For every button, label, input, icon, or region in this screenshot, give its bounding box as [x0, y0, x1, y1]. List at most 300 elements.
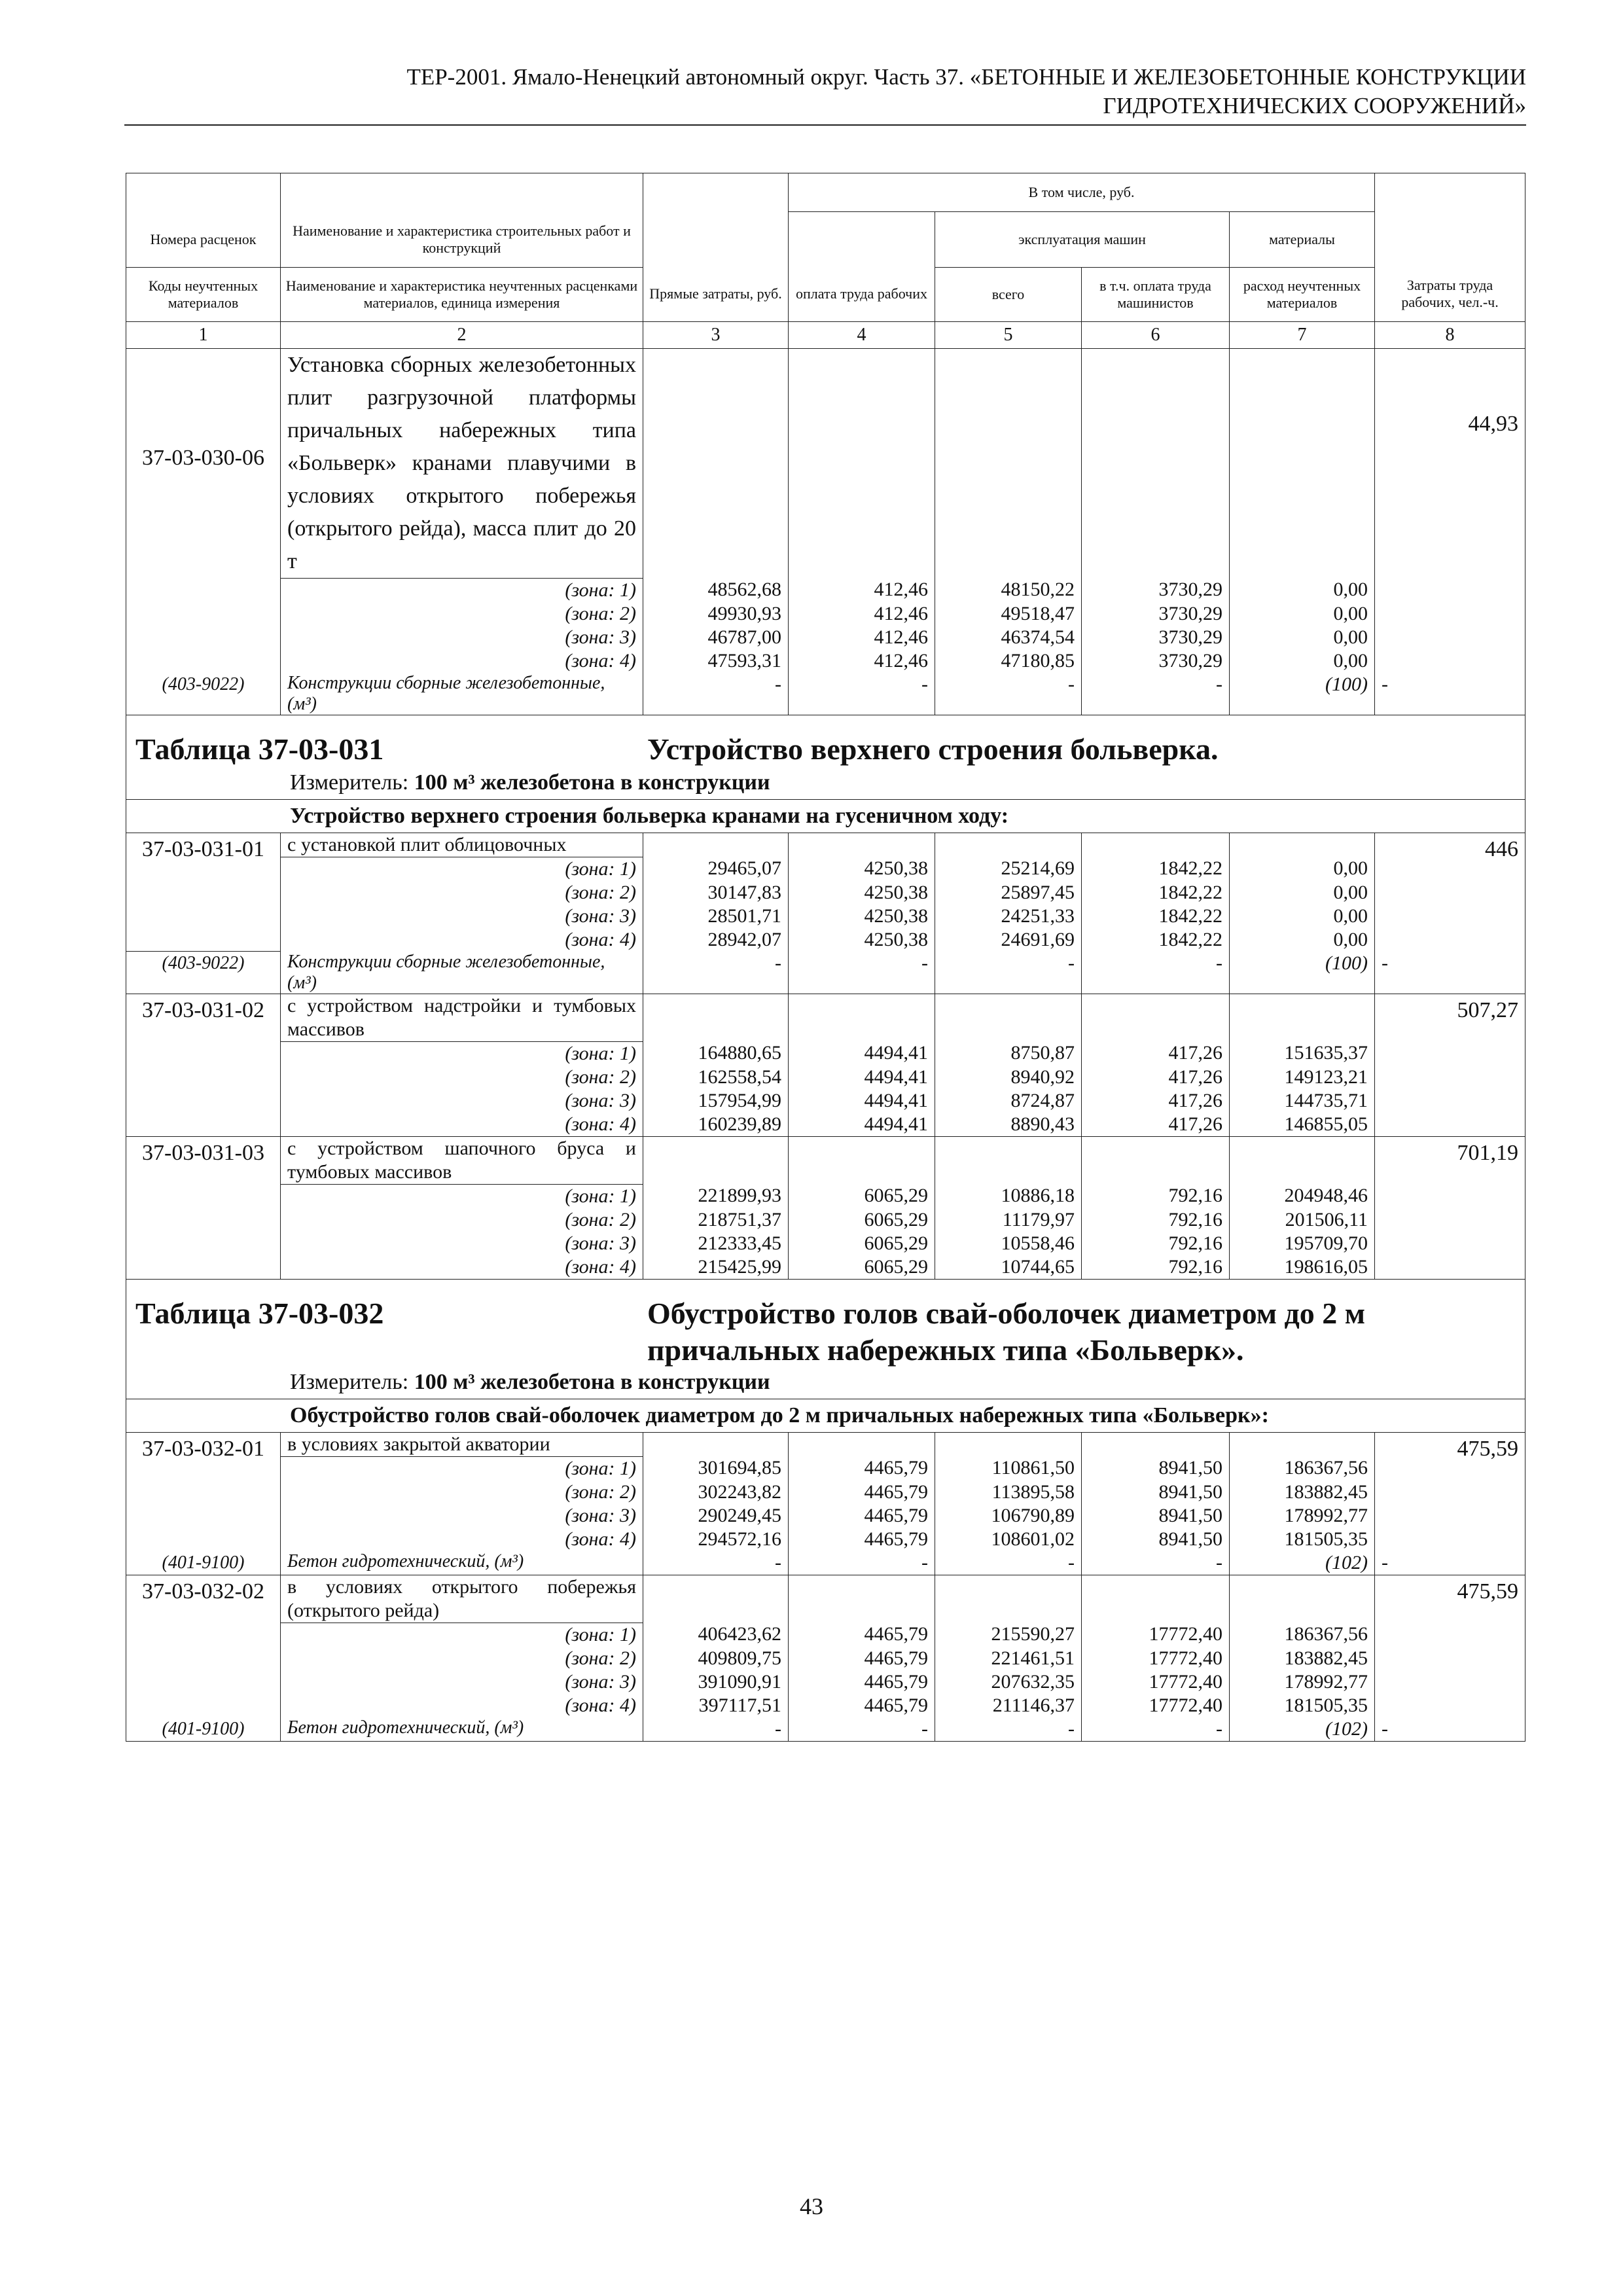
materials-cost: 195709,70 [1230, 1232, 1375, 1255]
zone-label: (зона: 4) [281, 1113, 643, 1137]
table-number: Таблица 37-03-032 [135, 1296, 384, 1330]
machines-total: 10744,65 [935, 1255, 1082, 1280]
machines-total: 24691,69 [935, 928, 1082, 952]
worker-wages: 4465,79 [789, 1456, 935, 1480]
empty-cell [1230, 348, 1375, 578]
materials-cost: 186367,56 [1230, 1623, 1375, 1647]
machines-total: 47180,85 [935, 649, 1082, 673]
zone-label: (зона: 2) [281, 881, 643, 905]
materials-cost: 181505,35 [1230, 1528, 1375, 1551]
zone-row [126, 1184, 1525, 1208]
zone-row [126, 1504, 1525, 1528]
machines-total: 8890,43 [935, 1113, 1082, 1137]
direct-cost: 46787,00 [643, 626, 789, 649]
worker-wages: 412,46 [789, 626, 935, 649]
machines-total: 25214,69 [935, 857, 1082, 881]
measure-value: 100 м³ железобетона в конструкции [414, 770, 770, 795]
column-numbers-row [126, 321, 1525, 348]
zone-label: (зона: 3) [281, 626, 643, 649]
section-subheader: Устройство верхнего строения больверка кранами на гусеничном ходу: [126, 799, 1525, 833]
empty-cell [789, 1432, 935, 1456]
machinist-wages: 17772,40 [1082, 1670, 1230, 1694]
labor-cost: 701,19 [1375, 1136, 1525, 1279]
empty-cell [1230, 1136, 1375, 1184]
direct-cost: 301694,85 [643, 1456, 789, 1480]
measure-unit [126, 1366, 1525, 1399]
material-row [126, 673, 1525, 715]
zone-row [126, 602, 1525, 626]
section-subheader: Обустройство голов свай-оболочек диаметром до 2 м причальных набережных типа «Больверк»: [126, 1399, 1525, 1432]
col-num: 4 [789, 321, 935, 348]
empty-cell [789, 994, 935, 1041]
machinist-wages: 792,16 [1082, 1255, 1230, 1280]
machinist-wages: 3730,29 [1082, 602, 1230, 626]
machinist-wages: 1842,22 [1082, 881, 1230, 905]
machines-total: 215590,27 [935, 1623, 1082, 1647]
zone-row [126, 1694, 1525, 1717]
machinist-wages: 17772,40 [1082, 1623, 1230, 1647]
worker-wages: 4250,38 [789, 881, 935, 905]
machinist-wages: 8941,50 [1082, 1528, 1230, 1551]
rate-row [126, 833, 1525, 857]
dash-cell: - [789, 1717, 935, 1742]
empty-cell [1230, 1432, 1375, 1456]
worker-wages: 4465,79 [789, 1647, 935, 1670]
materials-cost: 0,00 [1230, 881, 1375, 905]
direct-cost: 162558,54 [643, 1066, 789, 1089]
worker-wages: 4465,79 [789, 1480, 935, 1504]
machines-total: 8724,87 [935, 1089, 1082, 1113]
zone-row [126, 1232, 1525, 1255]
header-labor: Затраты труда рабочих, чел.-ч. [1375, 267, 1525, 321]
zone-row [126, 1670, 1525, 1694]
header-unaccounted-materials: расход неучтенных материалов [1230, 267, 1375, 321]
rate-code: 37-03-030-06 [126, 348, 281, 673]
zone-row [126, 881, 1525, 905]
dash-cell: - [1082, 673, 1230, 715]
col-num: 5 [935, 321, 1082, 348]
dash-cell: - [1082, 1717, 1230, 1742]
rate-row [126, 1136, 1525, 1184]
empty-cell [935, 348, 1082, 578]
direct-cost: 218751,37 [643, 1208, 789, 1232]
dash-cell: - [935, 1551, 1082, 1575]
empty-cell [789, 833, 935, 857]
empty-cell [643, 1432, 789, 1456]
materials-cost: 178992,77 [1230, 1504, 1375, 1528]
rate-code: 37-03-032-01 [126, 1432, 281, 1551]
material-name: Бетон гидротехнический, (м³) [281, 1717, 643, 1742]
dash-cell: - [935, 952, 1082, 994]
header-row-1 [126, 173, 1525, 212]
measure-value: 100 м³ железобетона в конструкции [414, 1369, 770, 1394]
dash-cell: - [643, 1551, 789, 1575]
dash-cell: - [643, 952, 789, 994]
measure-unit [126, 766, 1525, 800]
dash-cell: - [1082, 952, 1230, 994]
zone-row [126, 1480, 1525, 1504]
empty-cell [789, 1575, 935, 1623]
dash-cell: - [789, 673, 935, 715]
machinist-wages: 417,26 [1082, 1066, 1230, 1089]
table-32-gap [126, 1279, 1525, 1289]
table-31-measure-row [126, 766, 1525, 800]
zone-label: (зона: 3) [281, 1089, 643, 1113]
machinist-wages: 3730,29 [1082, 626, 1230, 649]
machinist-wages: 17772,40 [1082, 1694, 1230, 1717]
worker-wages: 6065,29 [789, 1232, 935, 1255]
machines-total: 110861,50 [935, 1456, 1082, 1480]
zone-row [126, 578, 1525, 602]
page-number: 43 [800, 2193, 823, 2219]
col-num: 6 [1082, 321, 1230, 348]
header-machines: эксплуатация машин [935, 212, 1230, 268]
table-32-subheader-row [126, 1399, 1525, 1432]
worker-wages: 4465,79 [789, 1694, 935, 1717]
table-31-title-row [126, 725, 1525, 766]
zone-row [126, 1041, 1525, 1066]
header-line-2: ГИДРОТЕХНИЧЕСКИХ СООРУЖЕНИЙ» [1103, 93, 1526, 118]
machines-total: 108601,02 [935, 1528, 1082, 1551]
dash-cell: - [935, 673, 1082, 715]
header-row-3 [126, 267, 1525, 321]
machines-total: 8940,92 [935, 1066, 1082, 1089]
table-32-measure-row [126, 1366, 1525, 1399]
machines-total: 113895,58 [935, 1480, 1082, 1504]
running-header [124, 63, 1526, 126]
direct-cost: 48562,68 [643, 578, 789, 602]
direct-cost: 397117,51 [643, 1694, 789, 1717]
col-num: 7 [1230, 321, 1375, 348]
materials-cost: 198616,05 [1230, 1255, 1375, 1280]
worker-wages: 4465,79 [789, 1623, 935, 1647]
zone-label: (зона: 3) [281, 1232, 643, 1255]
table-31-title [126, 725, 1525, 766]
header-wages: оплата труда рабочих [789, 267, 935, 321]
materials-cost: 0,00 [1230, 578, 1375, 602]
rate-description: в условиях закрытой акватории [281, 1432, 643, 1456]
direct-cost: 28501,71 [643, 905, 789, 928]
machinist-wages: 8941,50 [1082, 1480, 1230, 1504]
machinist-wages: 1842,22 [1082, 857, 1230, 881]
empty-cell [1082, 833, 1230, 857]
machinist-wages: 17772,40 [1082, 1647, 1230, 1670]
dash-cell: - [1082, 1551, 1230, 1575]
material-name: Конструкции сборные железобетонные, (м³) [281, 673, 643, 715]
header-rate-no: Номера расценок [126, 212, 281, 268]
material-quantity: (102) [1230, 1717, 1375, 1742]
materials-cost: 0,00 [1230, 649, 1375, 673]
empty-cell [1230, 833, 1375, 857]
header-work-name: Наименование и характеристика строительных работ и конструкций [281, 212, 643, 268]
rate-description: с установкой плит облицовочных [281, 833, 643, 857]
machinist-wages: 3730,29 [1082, 649, 1230, 673]
dash-cell: - [935, 1717, 1082, 1742]
zone-label: (зона: 2) [281, 1208, 643, 1232]
empty-cell [935, 994, 1082, 1041]
machines-total: 48150,22 [935, 578, 1082, 602]
zone-label: (зона: 1) [281, 578, 643, 602]
machinist-wages: 417,26 [1082, 1113, 1230, 1137]
material-name: Бетон гидротехнический, (м³) [281, 1551, 643, 1575]
machines-total: 106790,89 [935, 1504, 1082, 1528]
measure-label: Измеритель: [290, 1369, 409, 1394]
direct-cost: 49930,93 [643, 602, 789, 626]
empty-cell [1082, 1136, 1230, 1184]
worker-wages: 4465,79 [789, 1670, 935, 1694]
worker-wages: 6065,29 [789, 1208, 935, 1232]
empty-cell [1230, 994, 1375, 1041]
machinist-wages: 1842,22 [1082, 928, 1230, 952]
empty-cell [935, 1575, 1082, 1623]
zone-row [126, 1089, 1525, 1113]
worker-wages: 6065,29 [789, 1255, 935, 1280]
rate-code: 37-03-031-01 [126, 833, 281, 952]
zone-label: (зона: 2) [281, 1066, 643, 1089]
header-empty-8b [1375, 212, 1525, 268]
machinist-wages: 8941,50 [1082, 1456, 1230, 1480]
direct-cost: 215425,99 [643, 1255, 789, 1280]
machines-total: 49518,47 [935, 602, 1082, 626]
col-num: 8 [1375, 321, 1525, 348]
rate-description: с устройством шапочного бруса и тумбовых массивов [281, 1136, 643, 1184]
header-line-1: ТЕР-2001. Ямало-Ненецкий автономный округ. Часть 37. «БЕТОННЫЕ И ЖЕЛЕЗОБЕТОННЫЕ КОНСТРУКЦИИ [406, 64, 1526, 90]
zone-row [126, 1208, 1525, 1232]
rate-description: с устройством надстройки и тумбовых массивов [281, 994, 643, 1041]
empty-cell [643, 833, 789, 857]
labor-cost: 475,59 [1375, 1432, 1525, 1551]
zone-label: (зона: 2) [281, 1647, 643, 1670]
direct-cost: 212333,45 [643, 1232, 789, 1255]
material-quantity: (102) [1230, 1551, 1375, 1575]
zone-row [126, 857, 1525, 881]
zone-row [126, 626, 1525, 649]
dash-cell: - [1375, 952, 1525, 994]
table-number: Таблица 37-03-031 [135, 732, 384, 766]
zone-label: (зона: 1) [281, 1184, 643, 1208]
col-num: 1 [126, 321, 281, 348]
machinist-wages: 1842,22 [1082, 905, 1230, 928]
machines-total: 211146,37 [935, 1694, 1082, 1717]
rate-row [126, 1432, 1525, 1456]
direct-cost: 157954,99 [643, 1089, 789, 1113]
worker-wages: 4494,41 [789, 1041, 935, 1066]
zone-label: (зона: 4) [281, 1528, 643, 1551]
empty-cell [1082, 1432, 1230, 1456]
header-in-total: В том числе, руб. [789, 173, 1375, 212]
zone-label: (зона: 1) [281, 1456, 643, 1480]
rate-code: 37-03-032-02 [126, 1575, 281, 1717]
direct-cost: 30147,83 [643, 881, 789, 905]
zone-row [126, 1255, 1525, 1280]
header-mat-codes: Коды неучтенных материалов [126, 267, 281, 321]
rate-row [126, 1575, 1525, 1623]
empty-cell [1082, 994, 1230, 1041]
empty-cell [643, 348, 789, 578]
header-machines-total: всего [935, 267, 1082, 321]
direct-cost: 29465,07 [643, 857, 789, 881]
machines-total: 10558,46 [935, 1232, 1082, 1255]
worker-wages: 412,46 [789, 602, 935, 626]
header-mat-name: Наименование и характеристика неучтенных расценками материалов, единица измерения [281, 267, 643, 321]
dash-cell: - [643, 1717, 789, 1742]
direct-cost: 160239,89 [643, 1113, 789, 1137]
machines-total: 46374,54 [935, 626, 1082, 649]
table-name: Устройство верхнего строения больверка. [647, 732, 1219, 766]
materials-cost: 149123,21 [1230, 1066, 1375, 1089]
table-31-gap [126, 715, 1525, 725]
worker-wages: 4465,79 [789, 1528, 935, 1551]
empty-cell [1082, 348, 1230, 578]
machines-total: 10886,18 [935, 1184, 1082, 1208]
dash-cell: - [643, 673, 789, 715]
materials-cost: 183882,45 [1230, 1647, 1375, 1670]
rate-row [126, 994, 1525, 1041]
materials-cost: 201506,11 [1230, 1208, 1375, 1232]
zone-label: (зона: 1) [281, 857, 643, 881]
materials-cost: 0,00 [1230, 928, 1375, 952]
zone-label: (зона: 4) [281, 1255, 643, 1280]
direct-cost: 302243,82 [643, 1480, 789, 1504]
direct-cost: 164880,65 [643, 1041, 789, 1066]
materials-cost: 183882,45 [1230, 1480, 1375, 1504]
direct-cost: 391090,91 [643, 1670, 789, 1694]
direct-cost: 221899,93 [643, 1184, 789, 1208]
empty-cell [643, 1575, 789, 1623]
header-empty-4b [789, 212, 935, 268]
zone-label: (зона: 1) [281, 1041, 643, 1066]
empty-cell [935, 1432, 1082, 1456]
labor-cost: 446 [1375, 833, 1525, 952]
zone-row [126, 1528, 1525, 1551]
empty-cell [643, 994, 789, 1041]
table-32-title-row [126, 1289, 1525, 1366]
zone-row [126, 649, 1525, 673]
worker-wages: 412,46 [789, 578, 935, 602]
table-31-subheader-row [126, 799, 1525, 833]
machines-total: 24251,33 [935, 905, 1082, 928]
material-code: (403-9022) [126, 952, 281, 994]
material-name: Конструкции сборные железобетонные, (м³) [281, 952, 643, 994]
material-row [126, 952, 1525, 994]
direct-cost: 28942,07 [643, 928, 789, 952]
header-direct-costs: Прямые затраты, руб. [643, 267, 789, 321]
material-quantity: (100) [1230, 952, 1375, 994]
col-num: 2 [281, 321, 643, 348]
zone-row [126, 1623, 1525, 1647]
direct-cost: 294572,16 [643, 1528, 789, 1551]
materials-cost: 178992,77 [1230, 1670, 1375, 1694]
worker-wages: 412,46 [789, 649, 935, 673]
dash-cell: - [1375, 1717, 1525, 1742]
machinist-wages: 8941,50 [1082, 1504, 1230, 1528]
empty-cell [935, 1136, 1082, 1184]
machines-total: 221461,51 [935, 1647, 1082, 1670]
machinist-wages: 792,16 [1082, 1208, 1230, 1232]
materials-cost: 0,00 [1230, 905, 1375, 928]
zone-label: (зона: 2) [281, 1480, 643, 1504]
dash-cell: - [1375, 673, 1525, 715]
dash-cell: - [789, 952, 935, 994]
labor-cost: 475,59 [1375, 1575, 1525, 1717]
header-empty-2 [281, 173, 643, 212]
machines-total: 11179,97 [935, 1208, 1082, 1232]
machines-total: 8750,87 [935, 1041, 1082, 1066]
material-code: (401-9100) [126, 1717, 281, 1742]
worker-wages: 4494,41 [789, 1089, 935, 1113]
header-empty-1 [126, 173, 281, 212]
dash-cell: - [1375, 1551, 1525, 1575]
material-code: (403-9022) [126, 673, 281, 715]
materials-cost: 204948,46 [1230, 1184, 1375, 1208]
empty-cell [789, 1136, 935, 1184]
rate-row [126, 348, 1525, 578]
direct-cost: 290249,45 [643, 1504, 789, 1528]
zone-label: (зона: 4) [281, 649, 643, 673]
materials-cost: 151635,37 [1230, 1041, 1375, 1066]
zone-label: (зона: 3) [281, 905, 643, 928]
worker-wages: 4250,38 [789, 857, 935, 881]
empty-cell [1082, 1575, 1230, 1623]
empty-cell [643, 1136, 789, 1184]
machinist-wages: 417,26 [1082, 1041, 1230, 1066]
labor-cost: 507,27 [1375, 994, 1525, 1136]
material-row [126, 1551, 1525, 1575]
direct-cost: 47593,31 [643, 649, 789, 673]
labor-cost: 44,93 [1375, 348, 1525, 673]
rate-code: 37-03-031-03 [126, 1136, 281, 1279]
worker-wages: 4494,41 [789, 1113, 935, 1137]
worker-wages: 4250,38 [789, 928, 935, 952]
table-32-title [126, 1289, 1525, 1366]
worker-wages: 4494,41 [789, 1066, 935, 1089]
dash-cell: - [789, 1551, 935, 1575]
empty-cell [1230, 1575, 1375, 1623]
machines-total: 207632,35 [935, 1670, 1082, 1694]
header-row-2 [126, 212, 1525, 268]
direct-cost: 409809,75 [643, 1647, 789, 1670]
rate-description: Установка сборных железобетонных плит разгрузочной платформы причальных набережных типа «Больверк» кранами плавучими в условиях открытого побережья (открытого рейда), масса плит до 20 т [281, 348, 643, 578]
worker-wages: 6065,29 [789, 1184, 935, 1208]
materials-cost: 0,00 [1230, 626, 1375, 649]
empty-cell [935, 833, 1082, 857]
rates-table [126, 173, 1525, 1742]
zone-row [126, 1113, 1525, 1137]
worker-wages: 4465,79 [789, 1504, 935, 1528]
zone-row [126, 928, 1525, 952]
machinist-wages: 792,16 [1082, 1184, 1230, 1208]
zone-label: (зона: 4) [281, 928, 643, 952]
machines-total: 25897,45 [935, 881, 1082, 905]
empty-cell [789, 348, 935, 578]
material-quantity: (100) [1230, 673, 1375, 715]
header-empty-8 [1375, 173, 1525, 212]
table-name-line-2: причальных набережных типа «Больверк». [647, 1333, 1244, 1367]
zone-label: (зона: 3) [281, 1504, 643, 1528]
header-empty-3 [643, 173, 789, 212]
materials-cost: 0,00 [1230, 602, 1375, 626]
measure-label: Измеритель: [290, 770, 409, 795]
zone-row [126, 1066, 1525, 1089]
materials-cost: 144735,71 [1230, 1089, 1375, 1113]
header-machinist-wages: в т.ч. оплата труда машинистов [1082, 267, 1230, 321]
machinist-wages: 3730,29 [1082, 578, 1230, 602]
col-num: 3 [643, 321, 789, 348]
rate-code: 37-03-031-02 [126, 994, 281, 1136]
materials-cost: 181505,35 [1230, 1694, 1375, 1717]
material-code: (401-9100) [126, 1551, 281, 1575]
direct-cost: 406423,62 [643, 1623, 789, 1647]
